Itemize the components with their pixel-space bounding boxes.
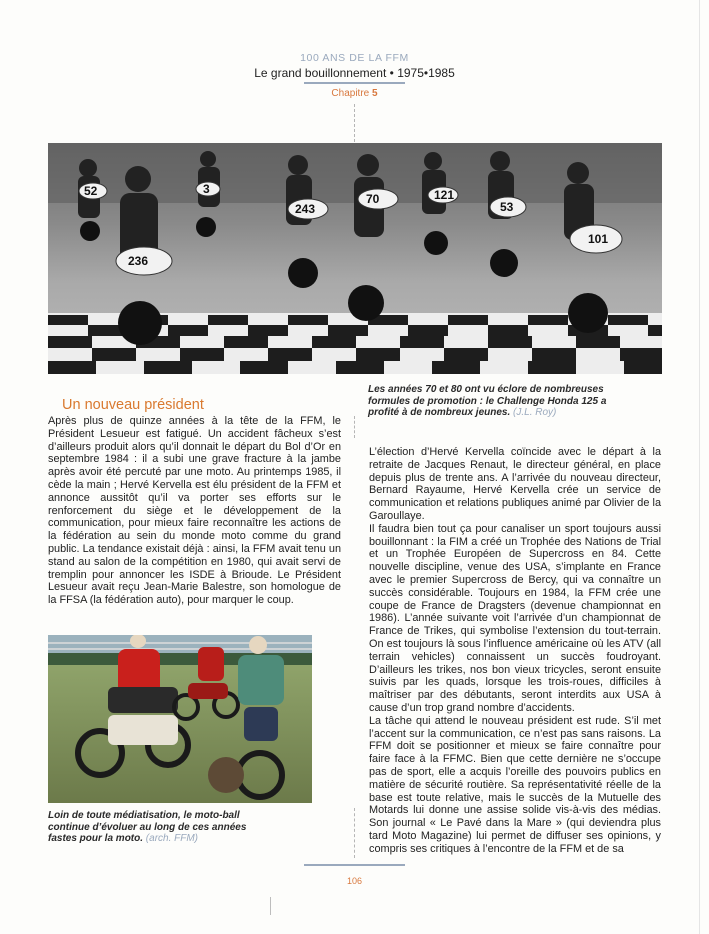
chapter-word: Chapitre: [331, 88, 370, 99]
running-header-subtitle: Le grand bouillonnement • 1975•1985: [254, 66, 455, 80]
svg-text:53: 53: [500, 200, 514, 214]
caption-top-text: Les années 70 et 80 ont vu éclore de nombreuses formules de promotion : le Challenge Honda 125 a profité à de nombreux jeunes.: [368, 384, 607, 418]
caption-bottom-text: Loin de toute médiatisation, le moto-ball continue d’évoluer au long de ces années fastes pour la moto.: [48, 810, 247, 844]
chapter-label: [0, 88, 709, 99]
page-edge: [699, 0, 700, 934]
svg-text:243: 243: [295, 202, 316, 216]
svg-text:70: 70: [366, 192, 380, 206]
caption-bottom-credit: (arch. FFM): [145, 833, 199, 844]
race-start-photo: [48, 143, 662, 374]
right-paragraph-1: L’élection d’Hervé Kervella coïncide avec le départ à la retraite de Jacques Renaut, le directeur général, en place depuis plus de trente ans. A l’arrivée du nouveau directeur, Bernard Rayaume, Hervé Kervella crée un service de communication et relations publiques animé par Olivier de la Garoullaye.: [369, 446, 661, 522]
column-divider-mid: [354, 416, 355, 438]
column-divider-bottom: [354, 808, 355, 858]
right-column: [369, 446, 661, 856]
caption-top-credit: (J.L. Roy): [513, 407, 557, 418]
caption-bottom: [48, 810, 248, 845]
left-column: [48, 415, 341, 607]
page-number: 106: [346, 876, 363, 886]
header-rule: [304, 82, 405, 84]
svg-text:3: 3: [203, 182, 210, 196]
caption-top: [368, 384, 613, 419]
left-paragraph: Après plus de quinze années à la tête de la FFM, le Président Lesueur est fatigué. Un accident fâcheux s’est d’ailleurs produit alors qu’il donnait le départ du Bol d’Or en septembre 1984 : il a subi une grave fracture à la jambe après avoir été percuté par une moto. Au printemps 1985, il cède la main ; Hervé Kervella est élu président de la FFM et annonce aussitôt qu’il va porter ses efforts sur le renforcement du siège et le développement de la communication, pour mieux faire reconnaître les actions de la fédération au sein du monde moto comme du grand public. La tendance existait déjà : ainsi, la FFM avait tenu un stand au salon de la compétition en 1980, qui avait servi de tremplin pour annoncer les ISDE à Brioude. Le Président Lesueur avait reçu Jean-Marie Balestre, son homologue de la FFSA (la fédération auto), pour marquer le coup.: [48, 415, 341, 607]
gutter-mark: [270, 897, 271, 915]
chapter-number: 5: [372, 88, 378, 99]
footer-rule: [304, 864, 405, 866]
running-header-series: 100 ANS DE LA FFM: [300, 52, 409, 64]
section-title: Un nouveau président: [62, 397, 204, 413]
svg-text:52: 52: [84, 184, 98, 198]
right-paragraph-3: La tâche qui attend le nouveau président est rude. S’il met l’accent sur la communication, ce n’est pas sans raisons. La FFM doit se positionner et mieux se faire connaître pour faire face à la FFMC. Bien que cette dernière ne s’occupe pas de sport, elle a acquis l’oreille des pouvoirs publics en matière de sécurité routière. Sa représentativité réelle de la base est toute relative, mais le succès de la Mutuelle des Motards lui donne une assise solide vis-à-vis des médias. Son journal « Le Pavé dans la Mare » (qui deviendra plus tard Moto Magazine) lui permet de diffuser ses opinions, y compris ses critiques à l’encontre de la FFM et de sa: [369, 714, 661, 855]
column-divider-top: [354, 104, 355, 142]
right-paragraph-2: Il faudra bien tout ça pour canaliser un sport toujours aussi bouillonnant : la FIM a créé un Trophée des Nations de Trial et un Trophée Européen de Supercross en 84. Cette nouvelle discipline, venue des USA, s’implante en France avec le premier Supercross de Bercy, qui va connaître un succès considérable. Toujours en 1984, la FFM crée une coupe de France de Dragsters (devenue championnat en 1986). L’année suivante voit l’arrivée d’un championnat de France de Trikes, qui symbolise l’extension du tout-terrain. On est toujours là sous l’influence américaine où les ATV (all terrain vehicles) connaissent un succès foudroyant. D’ailleurs les trikes, nos bon vieux tricycles, seront ensuite suivis par les quads, lorsque les trois-roues, difficiles à maîtriser par des débutants, seront interdits aux USA à cause d’un trop grand nombre d’accidents.: [369, 522, 661, 714]
svg-text:236: 236: [128, 254, 149, 268]
svg-text:101: 101: [588, 232, 609, 246]
svg-text:121: 121: [434, 188, 455, 202]
moto-ball-photo: [48, 635, 312, 803]
